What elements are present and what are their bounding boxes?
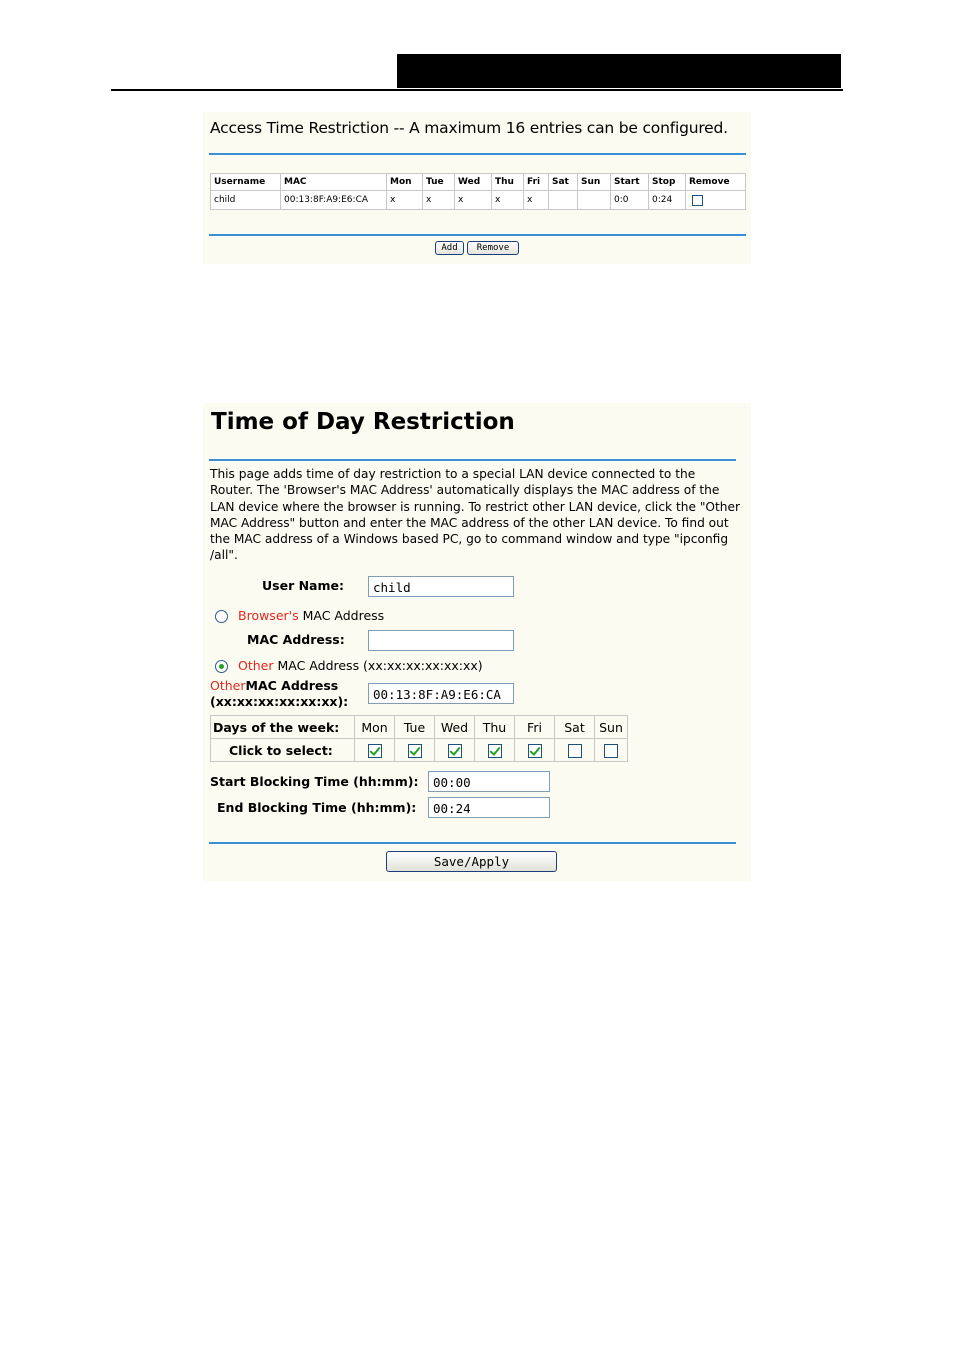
time-of-day-panel: [203, 403, 751, 881]
check-icon: [369, 744, 380, 756]
header-bar: [397, 54, 841, 88]
divider-top: [209, 153, 746, 155]
description-text: This page adds time of day restriction to a special LAN device connected to the Router. The 'Browser's MAC Address' automatically displays the MAC address of the LAN device where the browser is running. To restrict other LAN device, click the "Other MAC Address" button and enter the MAC address of the other LAN device. To find out the MAC address of a Windows based PC, go to command window and type "ipconfig /all".: [210, 467, 741, 563]
browser-mac-text: MAC Address: [302, 608, 385, 623]
save-apply-button[interactable]: Save/Apply: [386, 851, 557, 872]
days-table: [210, 715, 628, 762]
other-mac-radio[interactable]: [215, 660, 228, 673]
other-mac-input[interactable]: 00:13:8F:A9:E6:CA: [368, 683, 514, 704]
day-checkbox-sat[interactable]: [568, 744, 582, 758]
column-header: Thu: [492, 174, 524, 191]
column-header: Remove: [686, 174, 746, 191]
day-header-tue: Tue: [395, 716, 435, 739]
mac-address-label: MAC Address:: [247, 632, 345, 647]
other-mac-text: MAC Address (xx:xx:xx:xx:xx:xx): [277, 658, 483, 673]
cell-mac: 00:13:8F:A9:E6:CA: [281, 191, 387, 210]
cell-thu: x: [492, 191, 524, 210]
column-header: Start: [611, 174, 649, 191]
access-table: [210, 173, 746, 210]
days-of-week-label: Days of the week:: [211, 716, 355, 739]
check-icon: [409, 744, 420, 756]
column-header: Wed: [455, 174, 492, 191]
days-header-row: [211, 716, 628, 739]
browser-mac-radio[interactable]: [215, 610, 228, 623]
check-icon: [449, 744, 460, 756]
start-blocking-label: Start Blocking Time (hh:mm):: [210, 774, 419, 789]
header-rule: [111, 89, 843, 91]
end-blocking-label: End Blocking Time (hh:mm):: [217, 800, 417, 815]
day-header-wed: Wed: [435, 716, 475, 739]
radio-selected-dot: [219, 664, 224, 669]
table-row: [211, 191, 746, 210]
day-header-sat: Sat: [555, 716, 595, 739]
access-time-panel: [203, 112, 751, 264]
day-header-thu: Thu: [475, 716, 515, 739]
day-header-mon: Mon: [355, 716, 395, 739]
cell-fri: x: [524, 191, 549, 210]
user-name-input[interactable]: child: [368, 576, 514, 597]
browser-mac-option-label: [238, 608, 384, 623]
divider-top: [209, 459, 736, 461]
cell-remove: [686, 191, 746, 210]
day-checkbox-mon[interactable]: [368, 744, 382, 758]
other-mac-field-red: Other: [210, 678, 246, 693]
table-header-row: [211, 174, 746, 191]
other-mac-field-format: (xx:xx:xx:xx:xx:xx):: [210, 694, 349, 709]
cell-start: 0:0: [611, 191, 649, 210]
user-name-label: User Name:: [262, 578, 344, 593]
column-header: MAC: [281, 174, 387, 191]
check-icon: [529, 744, 540, 756]
check-icon: [489, 744, 500, 756]
day-checkbox-sun[interactable]: [604, 744, 618, 758]
days-checkbox-row: [211, 739, 628, 762]
cell-stop: 0:24: [649, 191, 686, 210]
cell-tue: x: [423, 191, 455, 210]
column-header: Mon: [387, 174, 423, 191]
day-header-sun: Sun: [595, 716, 628, 739]
click-to-select-label: Click to select:: [211, 739, 355, 762]
cell-username: child: [211, 191, 281, 210]
browser-mac-red-text: Browser's: [238, 608, 299, 623]
column-header: Tue: [423, 174, 455, 191]
divider-bottom: [209, 842, 736, 844]
other-mac-option-label: [238, 658, 483, 673]
remove-checkbox[interactable]: [692, 195, 703, 206]
column-header: Stop: [649, 174, 686, 191]
end-time-input[interactable]: 00:24: [428, 797, 550, 818]
page-title: Time of Day Restriction: [211, 409, 515, 435]
column-header: Sat: [549, 174, 578, 191]
access-time-title: Access Time Restriction -- A maximum 16 entries can be configured.: [210, 119, 728, 137]
day-checkbox-wed[interactable]: [448, 744, 462, 758]
other-mac-red-text: Other: [238, 658, 274, 673]
day-checkbox-thu[interactable]: [488, 744, 502, 758]
day-checkbox-fri[interactable]: [528, 744, 542, 758]
other-mac-field-label: [210, 678, 348, 710]
mac-address-input[interactable]: [368, 630, 514, 651]
add-button[interactable]: Add: [435, 241, 464, 255]
divider-bottom: [209, 234, 746, 236]
day-header-fri: Fri: [515, 716, 555, 739]
remove-button[interactable]: Remove: [467, 241, 519, 255]
day-checkbox-tue[interactable]: [408, 744, 422, 758]
other-mac-field-text: MAC Address: [245, 678, 339, 693]
cell-mon: x: [387, 191, 423, 210]
column-header: Username: [211, 174, 281, 191]
cell-wed: x: [455, 191, 492, 210]
start-time-input[interactable]: 00:00: [428, 771, 550, 792]
cell-sat: [549, 191, 578, 210]
column-header: Sun: [578, 174, 611, 191]
cell-sun: [578, 191, 611, 210]
column-header: Fri: [524, 174, 549, 191]
